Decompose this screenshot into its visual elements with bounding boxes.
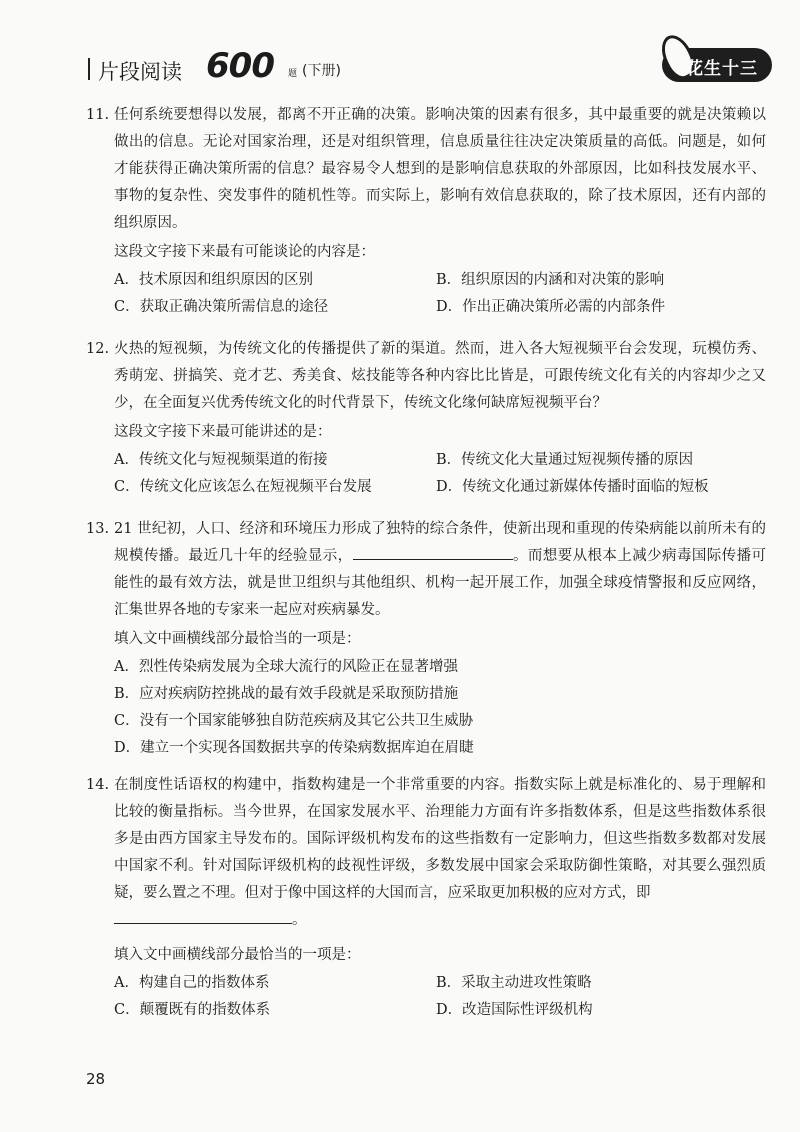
question-number: 11.	[86, 107, 110, 123]
option-list	[114, 447, 766, 501]
book-title: 片段阅读	[98, 60, 182, 84]
answer-blank	[114, 907, 292, 924]
brand-logo	[658, 34, 776, 88]
option-b[interactable]: B．采取主动进攻性策略	[436, 975, 592, 991]
book-volume: (下册)	[302, 63, 341, 79]
book-number: 600	[206, 46, 274, 86]
question-number: 12.	[86, 341, 110, 357]
option-d[interactable]: D．改造国际性评级机构	[436, 1002, 593, 1018]
stem-part-1: 在制度性话语权的构建中，指数构建是一个非常重要的内容。指数实际上就是标准化的、易于理解和比较的衡量指标。当今世界，在国家发展水平、治理能力方面有许多指数体系，但是这些指数体系很多是由西方国家主导发布的。国际评级机构发布的这些指数有一定影响力，但这些指数多数都对发展中国家不利。针对国际评级机构的歧视性评级，多数发展中国家会采取防御性策略，对其要么强烈质疑，要么置之不理。但对于像中国这样的大国而言，应采取更加积极的应对方式，即	[114, 777, 766, 901]
option-d[interactable]: D．传统文化通过新媒体传播时面临的短板	[436, 479, 709, 495]
question-stem: 火热的短视频，为传统文化的传播提供了新的渠道。然而，进入各大短视频平台会发现，玩模仿秀、秀萌宠、拼搞笑、竞才艺、秀美食、炫技能等各种内容比比皆是，可跟传统文化有关的内容却少之又少，在全面复兴优秀传统文化的时代背景下，传统文化缘何缺席短视频平台？	[114, 341, 766, 411]
question-number: 14.	[86, 777, 110, 793]
option-a[interactable]: A．传统文化与短视频渠道的衔接	[114, 452, 328, 468]
question-stem	[114, 772, 766, 934]
option-b[interactable]: B．应对疾病防控挑战的最有效手段就是采取预防措施	[114, 686, 459, 702]
option-c[interactable]: C．获取正确决策所需信息的途径	[114, 299, 329, 315]
book-title-suffix: 题	[288, 69, 298, 79]
option-list	[114, 267, 766, 321]
question-stem	[114, 516, 766, 624]
option-c[interactable]: C．颠覆既有的指数体系	[114, 1002, 271, 1018]
answer-blank	[353, 543, 513, 560]
option-a[interactable]: A．技术原因和组织原因的区别	[114, 272, 313, 288]
option-list	[114, 654, 766, 762]
page-number: 28	[86, 1070, 106, 1088]
question-prompt: 这段文字接下来最可能讲述的是：	[114, 424, 332, 440]
stem-part-1: 21 世纪初，人口、经济和环境压力形成了独特的综合条件，使新出现和重现的传染病能以前所未有的规模传播。最近几十年的经验显示，	[114, 521, 766, 564]
question-14	[86, 772, 766, 1024]
option-d[interactable]: D．建立一个实现各国数据共享的传染病数据库迫在眉睫	[114, 740, 474, 756]
option-c[interactable]: C．没有一个国家能够独自防范疾病及其它公共卫生威胁	[114, 713, 474, 729]
option-a[interactable]: A．烈性传染病发展为全球大流行的风险正在显著增强	[114, 659, 458, 675]
question-stem: 任何系统要想得以发展，都离不开正确的决策。影响决策的因素有很多，其中最重要的就是决策赖以做出的信息。无论对国家治理，还是对组织管理，信息质量往往决定决策质量的高低。问题是，如何才能获得正确决策所需的信息？最容易令人想到的是影响信息获取的外部原因，比如科技发展水平、事物的复杂性、突发事件的随机性等。而实际上，影响有效信息获取的，除了技术原因，还有内部的组织原因。	[114, 107, 766, 231]
question-number: 13.	[86, 521, 110, 537]
question-11	[86, 102, 766, 321]
option-b[interactable]: B．传统文化大量通过短视频传播的原因	[436, 452, 694, 468]
option-a[interactable]: A．构建自己的指数体系	[114, 975, 270, 991]
option-list	[114, 970, 766, 1024]
logo-text: 花生十三	[686, 59, 758, 79]
question-13	[86, 516, 766, 762]
stem-part-2: 。而想要从根本上减少病毒国际传播可能性的最有效方法，就是世卫组织与其他组织、机构一起开展工作，加强全球疫情警报和反应网络，汇集世界各地的专家来一起应对疾病暴发。	[114, 548, 766, 618]
option-c[interactable]: C．传统文化应该怎么在短视频平台发展	[114, 479, 372, 495]
question-prompt: 填入文中画横线部分最恰当的一项是：	[114, 631, 361, 647]
question-prompt: 这段文字接下来最有可能谈论的内容是：	[114, 244, 375, 260]
option-d[interactable]: D．作出正确决策所必需的内部条件	[436, 299, 666, 315]
question-12	[86, 336, 766, 501]
stem-end: 。	[292, 912, 307, 928]
question-prompt: 填入文中画横线部分最恰当的一项是：	[114, 947, 361, 963]
option-b[interactable]: B．组织原因的内涵和对决策的影响	[436, 272, 665, 288]
header-divider	[88, 58, 90, 80]
